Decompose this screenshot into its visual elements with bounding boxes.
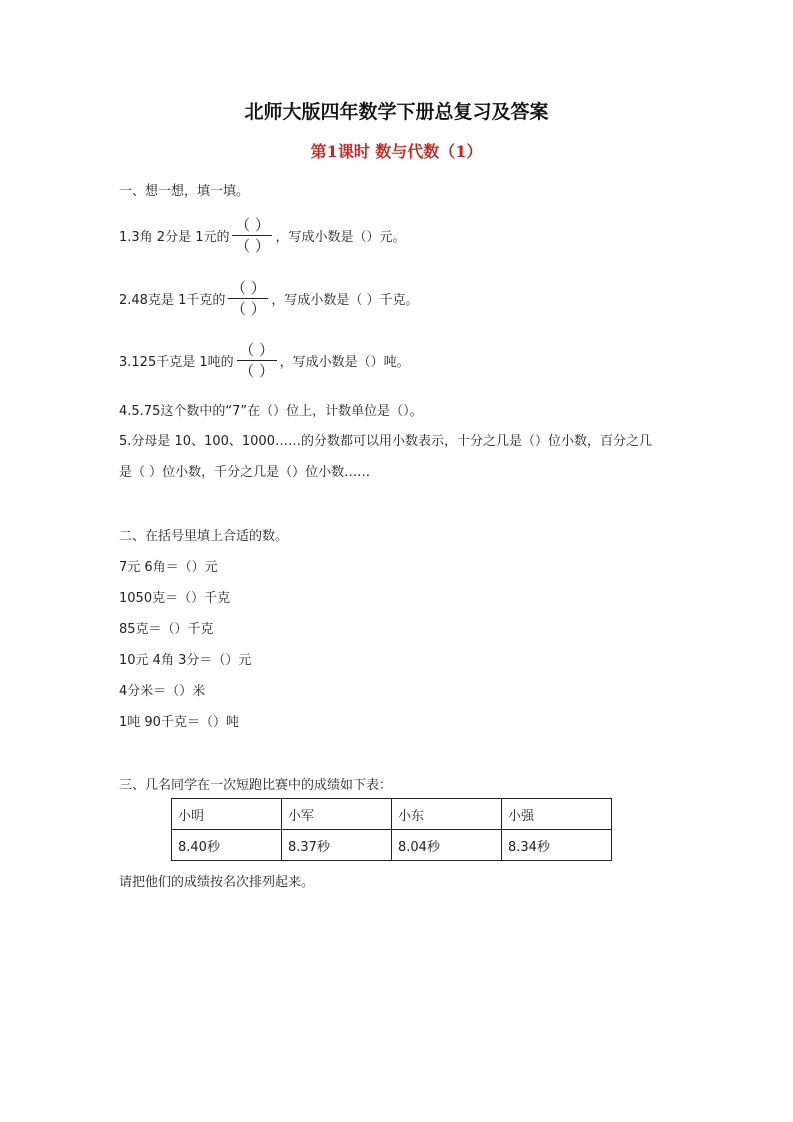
student-name-cell: 小东 [392, 799, 502, 830]
question-1-text: 1.3角 2分是 1元的 [119, 229, 230, 245]
fraction-numerator: （ ） [235, 215, 270, 234]
question-2-text: 2.48克是 1千克的 [119, 292, 226, 308]
section2-heading: 二、在括号里填上合适的数。 [119, 529, 289, 544]
section1-heading: 一、想一想，填一填。 [119, 184, 250, 199]
ranking-instruction: 请把他们的成绩按名次排列起来。 [119, 875, 315, 890]
fraction-blank[interactable] [231, 215, 273, 256]
fraction-blank[interactable] [236, 340, 278, 381]
conversion-item: 1050克＝（）千克 [119, 591, 231, 606]
question-3-suffix: ，写成小数是（）吨。 [279, 354, 410, 370]
question-1 [119, 210, 406, 260]
question-2 [119, 273, 419, 323]
conversion-item: 7元 6角＝（）元 [119, 560, 218, 575]
question-3-text: 3.125千克是 1吨的 [119, 354, 234, 370]
conversion-item: 10元 4角 3分＝（）元 [119, 653, 252, 668]
student-name-cell: 小军 [282, 799, 392, 830]
student-name-cell: 小明 [172, 799, 282, 830]
table-row [172, 830, 612, 861]
time-cell: 8.04秒 [392, 830, 502, 861]
lesson-subtitle: 第1课时 数与代数（1） [310, 142, 483, 161]
document-title: 北师大版四年数学下册总复习及答案 [244, 101, 549, 123]
question-2-suffix: ，写成小数是（ ）千克。 [271, 292, 419, 308]
student-name-cell: 小强 [502, 799, 612, 830]
race-results-table [171, 798, 612, 861]
question-5-line2: 是（ ）位小数，千分之几是（）位小数…… [119, 465, 371, 480]
time-cell: 8.37秒 [282, 830, 392, 861]
conversion-item: 1吨 90千克＝（）吨 [119, 715, 239, 730]
fraction-denominator: （ ） [239, 361, 275, 380]
question-5-line1: 5.分母是 10、100、1000……的分数都可以用小数表示，十分之几是（）位小数，百分之几 [119, 434, 652, 449]
conversion-item: 4分米＝（）米 [119, 684, 206, 699]
fraction-numerator: （ ） [239, 340, 275, 359]
time-cell: 8.40秒 [172, 830, 282, 861]
conversion-item: 85克＝（）千克 [119, 622, 214, 637]
fraction-denominator: （ ） [230, 299, 266, 318]
section3-heading: 三、几名同学在一次短跑比赛中的成绩如下表： [119, 778, 393, 793]
time-cell: 8.34秒 [502, 830, 612, 861]
question-3 [119, 335, 410, 385]
fraction-denominator: （ ） [235, 236, 270, 255]
question-4: 4.5.75这个数中的“7”在（）位上，计数单位是（）。 [119, 404, 423, 419]
fraction-numerator: （ ） [230, 278, 266, 297]
question-1-suffix: ，写成小数是（）元。 [275, 229, 406, 245]
fraction-blank[interactable] [227, 278, 269, 319]
table-row [172, 799, 612, 830]
